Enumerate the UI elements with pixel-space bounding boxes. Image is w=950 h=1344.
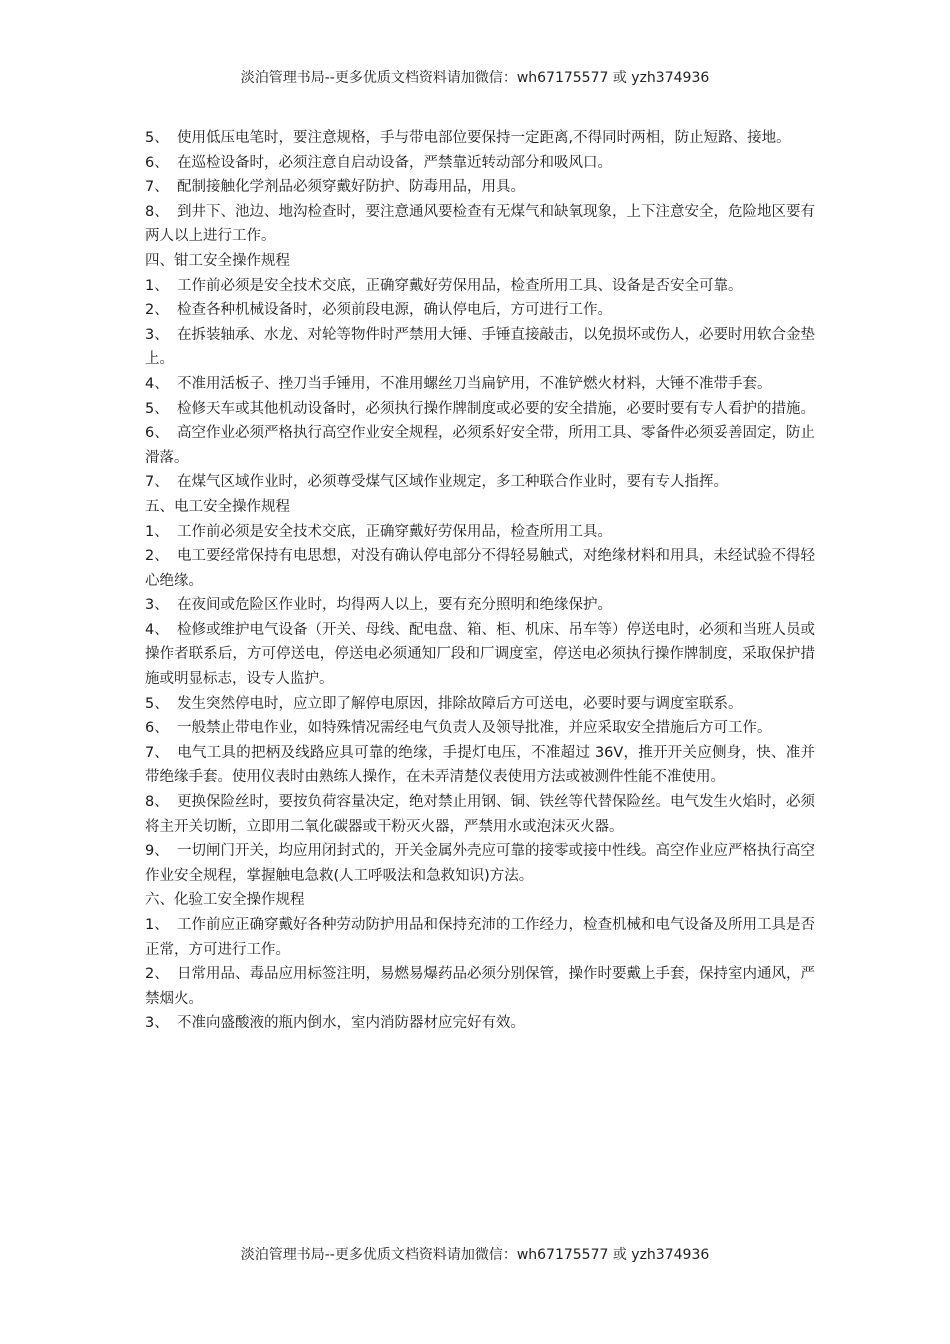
list-item	[145, 151, 815, 176]
item-number: 8、	[145, 794, 169, 811]
list-item	[145, 593, 815, 618]
list-item	[145, 175, 815, 200]
list-item	[145, 692, 815, 717]
item-number: 6、	[145, 425, 169, 442]
item-text: 检查各种机械设备时，必须前段电源，确认停电后，方可进行工作。	[177, 302, 612, 319]
list-item	[145, 372, 815, 397]
item-number: 4、	[145, 621, 169, 638]
list-item	[145, 1011, 815, 1036]
electrician-list	[145, 520, 815, 889]
page-header: 淡泊管理书局--更多优质文档资料请加微信：wh67175577 或 yzh374936	[240, 70, 710, 86]
list-item	[145, 716, 815, 741]
item-text: 检修或维护电气设备（开关、母线、配电盘、箱、柜、机床、吊车等）停送电时，必须和当班人员或操作者联系后，方可停送电，停送电必须通知厂段和厂调度室，停送电必须执行操作牌制度，采取保护措施或明显标志，设专人监护。	[145, 621, 815, 688]
item-number: 5、	[145, 130, 169, 146]
list-item	[145, 962, 815, 1011]
list-item	[145, 618, 815, 692]
item-number: 6、	[145, 154, 169, 171]
item-number: 1、	[145, 917, 169, 933]
item-text: 工作前必须是安全技术交底，正确穿戴好劳保用品，检查所用工具、设备是否安全可靠。	[177, 277, 743, 294]
list-item	[145, 913, 815, 962]
item-text: 不准向盛酸液的瓶内倒水，室内消防器材应完好有效。	[177, 1015, 525, 1032]
item-number: 1、	[145, 277, 169, 294]
item-number: 3、	[145, 597, 169, 614]
item-text: 电工要经常保持有电思想，对没有确认停电部分不得轻易触式，对绝缘材料和用具，未经试验不得轻心绝缘。	[145, 548, 815, 589]
item-number: 1、	[145, 523, 169, 540]
list-item	[145, 520, 815, 545]
item-text: 在夜间或危险区作业时，均得两人以上，要有充分照明和绝缘保护。	[177, 597, 612, 614]
section-heading-fitter: 四、钳工安全操作规程	[145, 252, 290, 269]
item-number: 4、	[145, 375, 169, 392]
lab-technician-list	[145, 913, 815, 1036]
list-item	[145, 470, 815, 495]
item-number: 7、	[145, 474, 169, 491]
item-number: 2、	[145, 302, 169, 319]
item-text: 检修天车或其他机动设备时，必须执行操作牌制度或必要的安全措施，必要时要有专人看护的措施。	[177, 400, 815, 417]
list-item	[145, 397, 815, 422]
item-number: 7、	[145, 744, 169, 761]
section-heading-electrician: 五、电工安全操作规程	[145, 498, 290, 515]
list-item	[145, 790, 815, 839]
item-number: 2、	[145, 966, 169, 983]
item-number: 7、	[145, 179, 169, 196]
document-body	[145, 126, 815, 1036]
fitter-list	[145, 274, 815, 495]
item-text: 发生突然停电时，应立即了解停电原因，排除故障后方可送电，必要时要与调度室联系。	[177, 695, 743, 712]
item-number: 8、	[145, 203, 169, 220]
list-item	[145, 298, 815, 323]
item-number: 9、	[145, 843, 169, 860]
item-text: 在煤气区域作业时，必须尊受煤气区域作业规定，多工种联合作业时，要有专人指挥。	[177, 474, 728, 491]
list-item	[145, 741, 815, 790]
item-number: 5、	[145, 695, 169, 712]
item-text: 到井下、池边、地沟检查时，要注意通风要检查有无煤气和缺氧现象，上下注意安全，危险地区要有两人以上进行工作。	[145, 203, 815, 245]
list-item	[145, 323, 815, 372]
item-text: 一切闸门开关，均应用闭封式的，开关金属外壳应可靠的接零或接中性线。高空作业应严格执行高空作业安全规程，掌握触电急救(人工呼吸法和急救知识)方法。	[145, 843, 815, 884]
list-item	[145, 200, 815, 249]
item-text: 不准用活板子、挫刀当手锤用，不准用螺丝刀当扁铲用，不准铲燃火材料，大锤不准带手套。	[177, 375, 772, 392]
item-number: 3、	[145, 326, 169, 343]
item-text: 在拆装轴承、水龙、对轮等物件时严禁用大锤、手锤直接敲击，以免损坏或伤人，必要时用软合金垫上。	[145, 326, 815, 368]
item-text: 在巡检设备时，必须注意自启动设备，严禁靠近转动部分和吸风口。	[177, 154, 612, 171]
item-text: 一般禁止带电作业，如特殊情况需经电气负责人及领导批准，并应采取安全措施后方可工作。	[177, 720, 772, 737]
list-item	[145, 839, 815, 888]
item-text: 更换保险丝时，要按负荷容量决定，绝对禁止用钢、铜、铁丝等代替保险丝。电气发生火焰时，必须将主开关切断，立即用二氧化碳器或干粉灭火器，严禁用水或泡沫灭火器。	[145, 794, 815, 835]
item-number: 3、	[145, 1015, 169, 1032]
item-text: 高空作业必须严格执行高空作业安全规程，必须系好安全带，所用工具、零备件必须妥善固定，防止滑落。	[145, 425, 815, 466]
item-text: 电气工具的把柄及线路应具可靠的绝缘，手提灯电压，不准超过 36V，推开开关应侧身，快、准并带绝缘手套。使用仪表时由熟练人操作，在未弄清楚仪表使用方法或被测件性能不准使用。	[145, 744, 815, 786]
item-text: 日常用品、毒品应用标签注明，易燃易爆药品必须分别保管，操作时要戴上手套，保持室内通风，严禁烟火。	[145, 966, 815, 1007]
list-item	[145, 544, 815, 593]
section-heading-lab-technician: 六、化验工安全操作规程	[145, 892, 305, 909]
list-item	[145, 126, 815, 151]
item-text: 工作前必须是安全技术交底，正确穿戴好劳保用品，检查所用工具。	[177, 523, 612, 540]
list-item	[145, 274, 815, 299]
lead-list	[145, 126, 815, 249]
item-number: 5、	[145, 400, 169, 417]
page-footer: 淡泊管理书局--更多优质文档资料请加微信：wh67175577 或 yzh374936	[240, 1247, 710, 1263]
item-text: 工作前应正确穿戴好各种劳动防护用品和保持充沛的工作经力，检查机械和电气设备及所用工具是否正常，方可进行工作。	[145, 917, 815, 958]
item-number: 6、	[145, 720, 169, 737]
item-text: 配制接触化学剂品必须穿戴好防护、防毒用品，用具。	[177, 179, 525, 196]
list-item	[145, 421, 815, 470]
item-text: 使用低压电笔时，要注意规格，手与带电部位要保持一定距离,不得同时两相，防止短路、接地。	[177, 130, 791, 146]
item-number: 2、	[145, 548, 169, 565]
